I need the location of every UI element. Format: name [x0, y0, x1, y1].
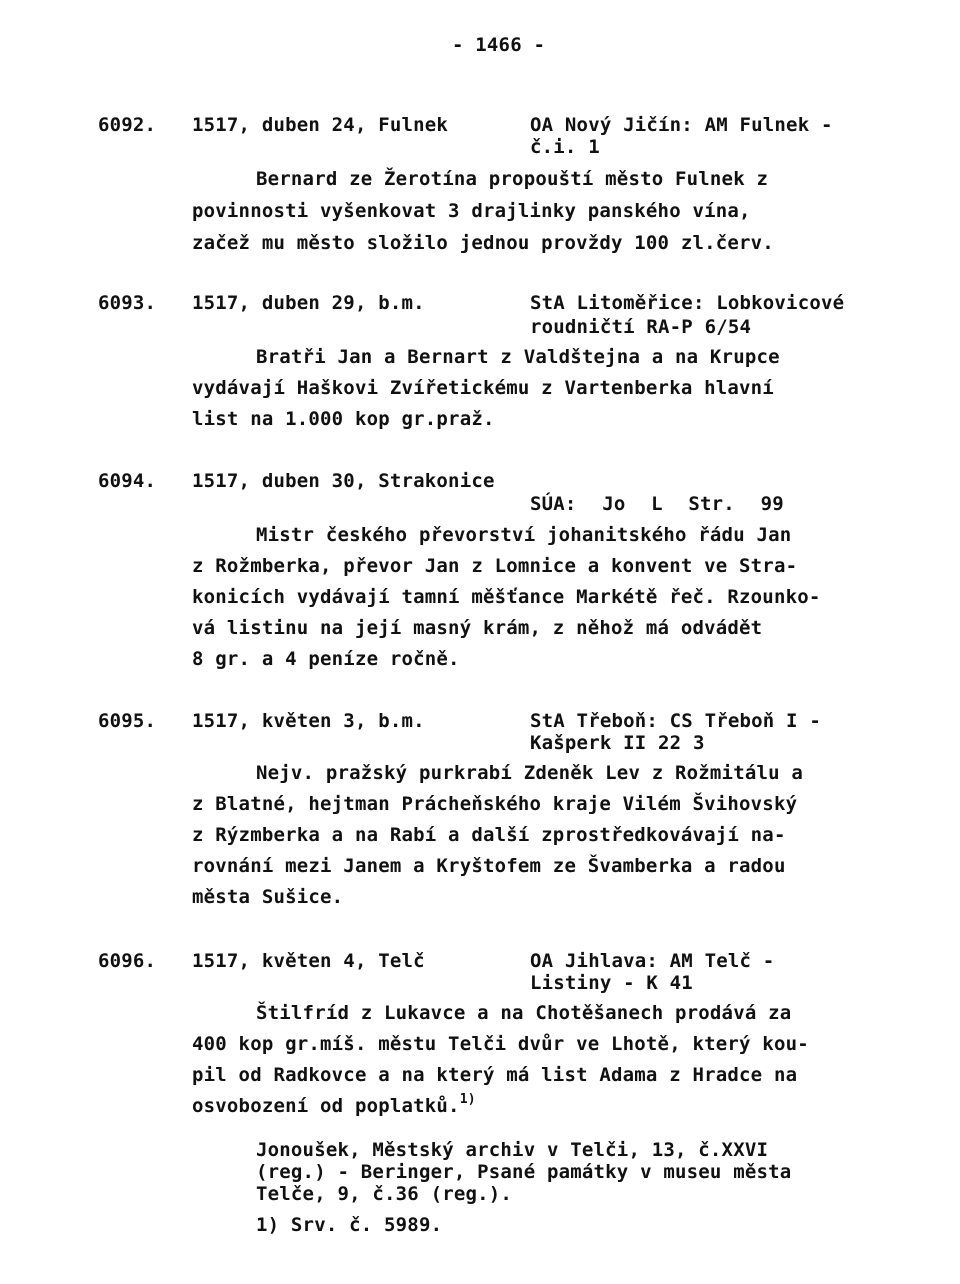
entry-text-line: rovnání mezi Janem a Kryštofem ze Švamberka a radou — [192, 855, 786, 877]
entry-date-place: 1517, duben 30, Strakonice — [192, 470, 495, 492]
entry-number: 6094. — [98, 470, 157, 492]
entry-date-place: 1517, květen 3, b.m. — [192, 710, 425, 732]
entry-archive-line: StA Litoměřice: Lobkovicové — [530, 292, 845, 314]
entry-archive-line: roudničtí RA-P 6/54 — [530, 316, 752, 338]
entry-text-line: z Blatné, hejtman Prácheňského kraje Vilém Švihovský — [192, 793, 798, 815]
entry-text-line: Bratři Jan a Bernart z Valdštejna a na Krupce — [256, 346, 780, 368]
entry-text-line: osvobození od poplatků. — [192, 1095, 460, 1117]
entry-archive-line: StA Třeboň: CS Třeboň I - — [530, 710, 821, 732]
entry-text-line: list na 1.000 kop gr.praž. — [192, 408, 495, 430]
reference-line: Jonoušek, Městský archiv v Telči, 13, č.XXVI — [256, 1139, 769, 1161]
reference-line: (reg.) - Beringer, Psané památky v museu města — [256, 1161, 792, 1183]
entry-text-line: z Rožmberka, převor Jan z Lomnice a konvent ve Stra- — [192, 555, 798, 577]
entry-text-line: Štilfríd z Lukavce a na Chotěšanech prodává za — [256, 1002, 792, 1024]
entry-number: 6096. — [98, 950, 157, 972]
entry-number: 6092. — [98, 114, 157, 136]
entry-text-line: 8 gr. a 4 peníze ročně. — [192, 648, 460, 670]
entry-text-line-with-footnote — [192, 1092, 476, 1120]
page-number: - 1466 - — [452, 34, 546, 56]
entry-archive-line: OA Nový Jičín: AM Fulnek - — [530, 114, 833, 136]
footnote-marker: 1) — [459, 1092, 476, 1107]
entry-text-line: začež mu město složilo jednou provždy 100 zl.červ. — [192, 232, 774, 254]
entry-text-line: konicích vydávají tamní měšťance Markétě řeč. Rzounko- — [192, 586, 821, 608]
entry-archive-line: č.i. 1 — [530, 136, 600, 158]
entry-text-line: Nejv. pražský purkrabí Zdeněk Lev z Rožmitálu a — [256, 762, 804, 784]
entry-number: 6095. — [98, 710, 157, 732]
entry-date-place: 1517, duben 29, b.m. — [192, 292, 425, 314]
reference-line: Telče, 9, č.36 (reg.). — [256, 1183, 513, 1205]
entry-text-line: vá listinu na její masný krám, z něhož má odvádět — [192, 617, 763, 639]
entry-text-line: Bernard ze Žerotína propouští město Fulnek z — [256, 168, 769, 190]
entry-archive-line: OA Jihlava: AM Telč - — [530, 950, 775, 972]
entry-number: 6093. — [98, 292, 157, 314]
entry-text-line: z Rýzmberka a na Rabí a další zprostředkovávají na- — [192, 824, 786, 846]
footnote: 1) Srv. č. 5989. — [256, 1214, 443, 1236]
entry-date-place: 1517, květen 4, Telč — [192, 950, 425, 972]
entry-archive-line: SÚA: Jo L Str. 99 — [530, 493, 784, 515]
entry-text-line: vydávají Haškovi Zvířetickému z Vartenberka hlavní — [192, 377, 774, 399]
entry-text-line: povinnosti vyšenkovat 3 drajlinky panského vína, — [192, 200, 751, 222]
entry-text-line: města Sušice. — [192, 886, 344, 908]
entry-date-place: 1517, duben 24, Fulnek — [192, 114, 449, 136]
entry-archive-line: Kašperk II 22 3 — [530, 732, 705, 754]
entry-text-line: 400 kop gr.míš. městu Telči dvůr ve Lhotě, který kou- — [192, 1033, 809, 1055]
entry-text-line: pil od Radkovce a na který má list Adama z Hradce na — [192, 1064, 798, 1086]
entry-archive-line: Listiny - K 41 — [530, 972, 693, 994]
entry-text-line: Mistr českého převorství johanitského řádu Jan — [256, 524, 792, 546]
